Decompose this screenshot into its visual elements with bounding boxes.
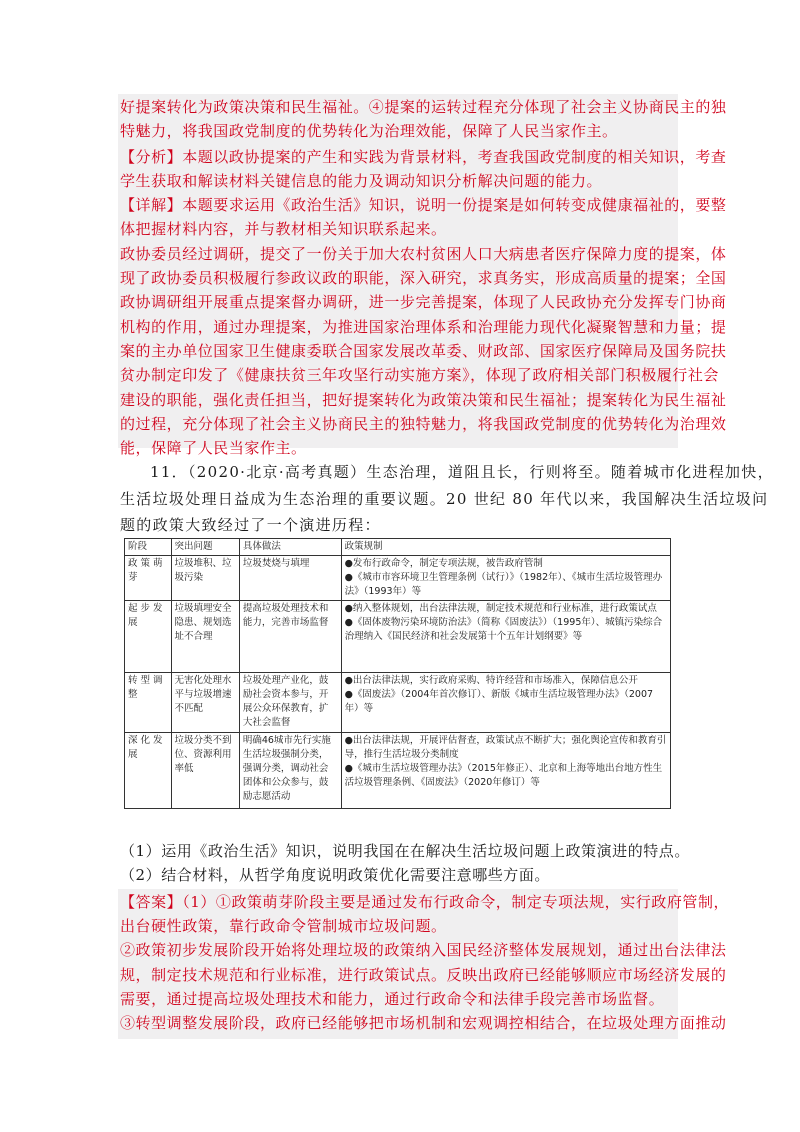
text-line: 贫办制定印发了《健康扶贫三年攻坚行动实施方案》，体现了政府相关部门积极履行社会 xyxy=(120,366,719,384)
table-cell xyxy=(341,601,670,673)
table-cell: 无害化处理水平与垃圾增速不匹配 xyxy=(171,673,239,733)
policy-item: ●《城市生活垃圾管理办法》（2015年修正）、北京和上海等地出台地方性生活垃圾管理条例、《固废法》（2020年修订）等 xyxy=(344,763,663,788)
table-cell: 垃圾堆积、垃圾污染 xyxy=(171,556,239,601)
table-cell: 政 策 萌芽 xyxy=(125,556,172,601)
answer-line: ②政策初步发展阶段开始将处理垃圾的政策纳入国民经济整体发展规划，通过出台法律法 xyxy=(120,941,727,959)
policy-table xyxy=(124,538,671,809)
table-cell: 垃圾处理产业化，鼓励社会资本参与，开展公众环保教育，扩大社会监督 xyxy=(239,673,341,733)
text-line: 政协委员经过调研，提交了一份关于加大农村贫困人口大病患者医疗保障力度的提案，体 xyxy=(120,245,727,263)
text-line: 的过程，充分体现了社会主义协商民主的独特魅力，将我国政党制度的优势转化为治理效 xyxy=(120,415,727,433)
text-line: 特魅力，将我国政党制度的优势转化为治理效能，保障了人民当家作主。 xyxy=(120,122,618,140)
policy-item: ●出台法律法规，实行政府采购、特许经营和市场准入，保障信息公开 xyxy=(344,675,638,686)
table-row xyxy=(125,556,671,601)
policy-item: ●《固体废物污染环境防治法》（简称《固废法》）（1995年）、城镇污染综合治理纳入《国民经济和社会发展第十个五年计划纲要》等 xyxy=(344,617,663,642)
policy-item: ●发布行政命令，制定专项法规，被告政府管制 xyxy=(344,558,543,569)
table-cell: 转 型 调整 xyxy=(125,673,172,733)
policy-item: ●纳入整体规划，出台法律法规，制定技术规范和行业标准，进行政策试点 xyxy=(344,603,657,614)
answer-line: 规，制定技术规范和行业标准，进行政策试点。反映出政府已经能够顺应市场经济发展的 xyxy=(120,966,727,984)
text-line: 机构的作用，通过办理提案，为推进国家治理体系和治理能力现代化凝聚智慧和力量；提 xyxy=(120,318,727,336)
text-line: 案的主办单位国家卫生健康委联合国家发展改革委、财政部、国家医疗保障局及国务院扶 xyxy=(120,342,727,360)
table-row xyxy=(125,673,671,733)
table-header: 政策规制 xyxy=(341,539,670,556)
table-cell xyxy=(341,673,670,733)
detail-line: 【详解】本题要求运用《政治生活》知识，说明一份提案是如何转变成健康福祉的，要整 xyxy=(120,196,727,214)
table-header: 阶段 xyxy=(125,539,172,556)
table-header: 具体做法 xyxy=(239,539,341,556)
table-cell: 深 化 发展 xyxy=(125,733,172,809)
answer-line: ③转型调整发展阶段，政府已经能够把市场机制和宏观调控相结合，在垃圾处理方面推动 xyxy=(120,1014,727,1032)
question-line: 生活垃圾处理日益成为生态治理的重要议题。20 世纪 80 年代以来，我国解决生活垃圾问 xyxy=(120,490,769,508)
sub-question-1: （1）运用《政治生活》知识，说明我国在在解决生活垃圾问题上政策演进的特点。 xyxy=(120,842,690,860)
text-line: 能，保障了人民当家作主。 xyxy=(120,439,307,457)
policy-item: ●出台法律法规，开展评估督查，政策试点不断扩大；强化舆论宣传和教育引导，推行生活垃圾分类制度 xyxy=(344,735,667,760)
text-line: 建设的职能，强化责任担当，把好提案转化为政策决策和民生福祉；提案转化为民生福祉 xyxy=(120,391,727,409)
policy-item: ●《城市市容环境卫生管理条例（试行）》（1982年）、《城市生活垃圾管理办法》（1993年）等 xyxy=(344,572,663,597)
analysis-line: 【分析】本题以政协提案的产生和实践为背景材料，考查我国政党制度的相关知识，考查 xyxy=(120,148,727,166)
table-cell: 明确46城市先行实施生活垃圾强制分类，强调分类，调动社会团体和公众参与，鼓励志愿活动 xyxy=(239,733,341,809)
table-header-row xyxy=(125,539,671,556)
table-row xyxy=(125,733,671,809)
table-row xyxy=(125,601,671,673)
question-line: 题的政策大致经过了一个演进历程： xyxy=(120,516,381,534)
table-cell xyxy=(341,733,670,809)
policy-item: ●《固废法》（2004年首次修订）、新版《城市生活垃圾管理办法》（2007年）等 xyxy=(344,689,654,714)
answer-line: 需要，通过提高垃圾处理技术和能力，通过行政命令和法律手段完善市场监督。 xyxy=(120,990,665,1008)
question-line: 11．（2020·北京·高考真题）生态治理，道阻且长，行则将至。随着城市化进程加快， xyxy=(150,463,774,481)
table-cell: 起 步 发展 xyxy=(125,601,172,673)
answer-line: 出台硬性政策，靠行政命令管制城市垃圾问题。 xyxy=(120,917,447,935)
text-line: 好提案转化为政策决策和民生福祉。④提案的运转过程充分体现了社会主义协商民主的独 xyxy=(120,98,727,116)
answer-line: 【答案】（1）①政策萌芽阶段主要是通过发布行政命令，制定专项法规，实行政府管制， xyxy=(120,893,730,911)
text-line: 现了政协委员积极履行参政议政的职能，深入研究，求真务实，形成高质量的提案；全国 xyxy=(120,269,727,287)
table-cell: 垃圾填埋安全隐患、规划选址不合理 xyxy=(171,601,239,673)
table-cell: 提高垃圾处理技术和能力，完善市场监督 xyxy=(239,601,341,673)
table-cell: 垃圾分类不到位、资源利用率低 xyxy=(171,733,239,809)
text-line: 学生获取和解读材料关键信息的能力及调动知识分析解决问题的能力。 xyxy=(120,172,603,190)
text-line: 政协调研组开展重点提案督办调研，进一步完善提案，体现了人民政协充分发挥专门协商 xyxy=(120,293,727,311)
table-cell: 垃圾焚烧与填埋 xyxy=(239,556,341,601)
text-line: 体把握材料内容，并与教材相关知识联系起来。 xyxy=(120,220,447,238)
table-cell xyxy=(341,556,670,601)
table-header: 突出问题 xyxy=(171,539,239,556)
sub-question-2: （2）结合材料，从哲学角度说明政策优化需要注意哪些方面。 xyxy=(120,866,550,884)
